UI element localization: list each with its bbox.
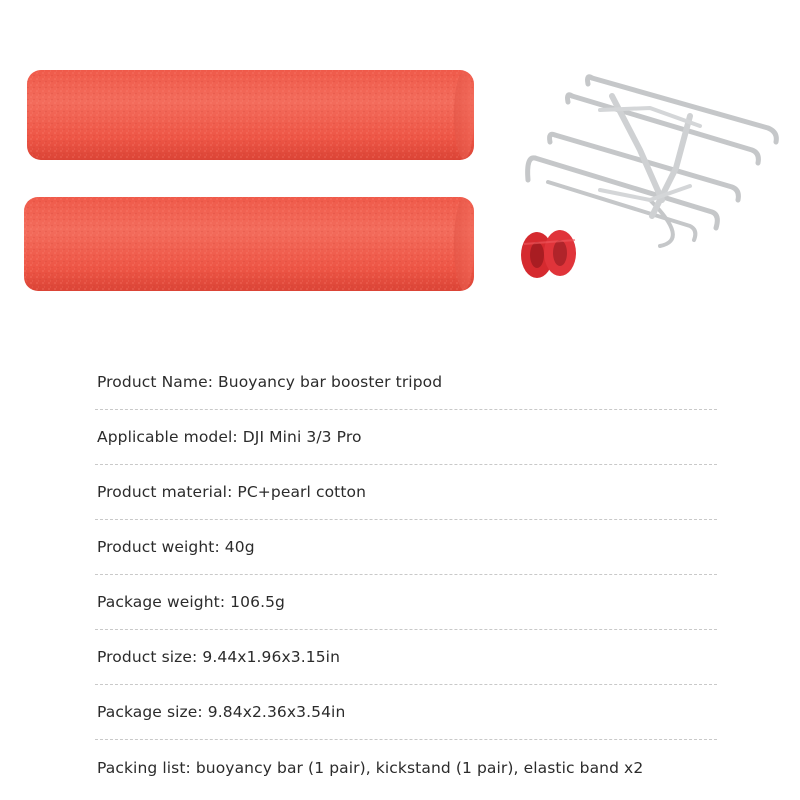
buoyancy-bar-2 — [24, 197, 474, 291]
product-photo — [0, 0, 800, 340]
elastic-band — [521, 230, 576, 278]
buoyancy-bar-1 — [27, 70, 474, 160]
spec-package-size: Package size: 9.84x2.36x3.54in — [95, 685, 717, 740]
spec-package-weight: Package weight: 106.5g — [95, 575, 717, 630]
spec-product-size: Product size: 9.44x1.96x3.15in — [95, 630, 717, 685]
kickstand — [528, 77, 777, 246]
spec-product-material: Product material: PC+pearl cotton — [95, 465, 717, 520]
spec-product-weight: Product weight: 40g — [95, 520, 717, 575]
spec-list — [95, 355, 717, 795]
spec-product-name: Product Name: Buoyancy bar booster tripod — [95, 355, 717, 410]
spec-packing-list: Packing list: buoyancy bar (1 pair), kickstand (1 pair), elastic band x2 — [97, 758, 644, 777]
spec-applicable-model: Applicable model: DJI Mini 3/3 Pro — [95, 410, 717, 465]
